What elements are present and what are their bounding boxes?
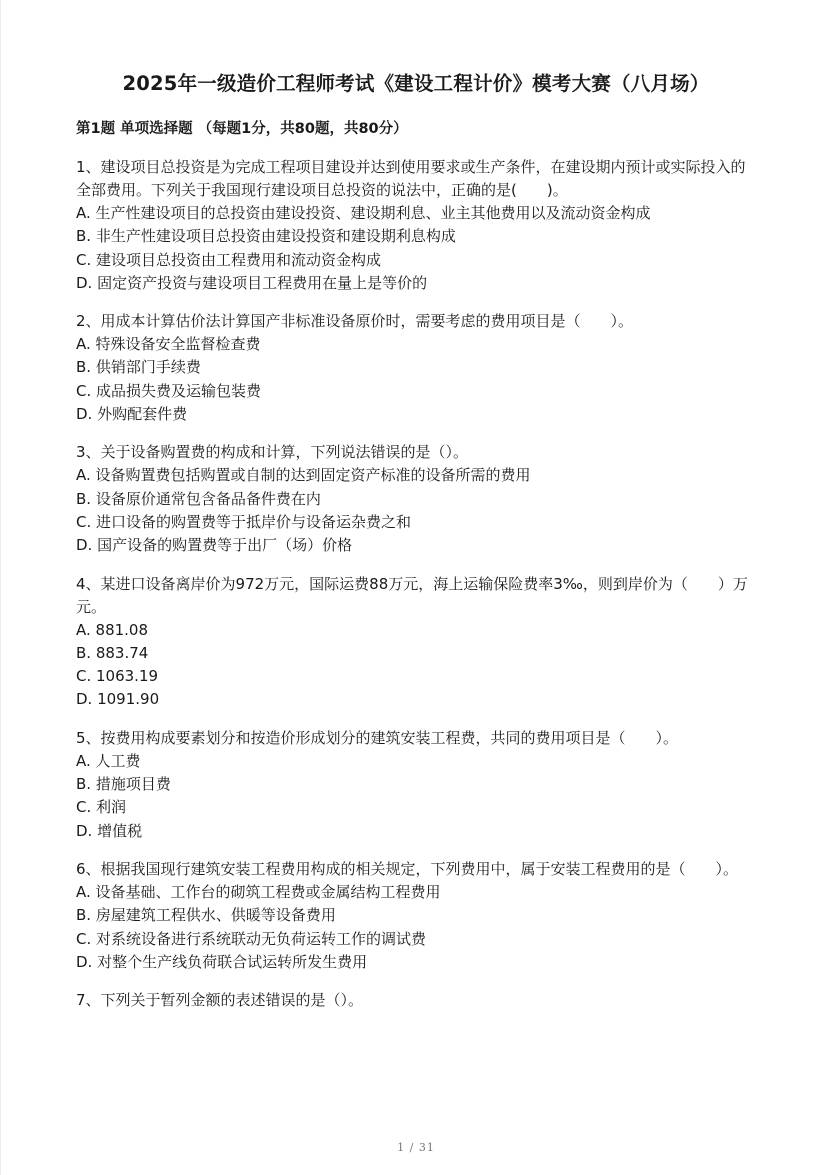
question-1 [76, 156, 756, 295]
page-indicator: 1 / 31 [397, 1141, 435, 1154]
option-a: A. 人工费 [76, 751, 141, 770]
option-d: D. 外购配套件费 [76, 405, 188, 424]
option-a: A. 设备购置费包括购置或自制的达到固定资产标准的设备所需的费用 [76, 466, 531, 485]
option-a: A. 特殊设备安全监督检查费 [76, 335, 261, 354]
option-b: B. 供销部门手续费 [76, 358, 201, 377]
option-a: A. 生产性建设项目的总投资由建设投资、建设期利息、业主其他费用以及流动资金构成 [76, 204, 651, 222]
option-a: A. 881.08 [76, 620, 149, 639]
question-stem: 4、某进口设备离岸价为972万元，国际运费88万元，海上运输保险费率3‰，则到岸价为（ ）万元。 [76, 574, 748, 616]
option-d: D. 1091.90 [76, 690, 160, 709]
question-stem: 2、用成本计算估价法计算国产非标准设备原价时，需要考虑的费用项目是（ ）。 [76, 312, 634, 331]
option-d: D. 增值税 [76, 821, 143, 840]
option-b: B. 房屋建筑工程供水、供暖等设备费用 [76, 906, 336, 925]
section-heading: 第1题 单项选择题 （每题1分，共80题，共80分） [76, 121, 408, 137]
option-d: D. 对整个生产线负荷联合试运转所发生费用 [76, 952, 368, 971]
question-2 [76, 310, 756, 426]
option-c: C. 进口设备的购置费等于抵岸价与设备运杂费之和 [76, 512, 412, 531]
option-b: B. 非生产性建设项目总投资由建设投资和建设期利息构成 [76, 227, 456, 246]
option-c: C. 成品损失费及运输包装费 [76, 381, 262, 400]
question-3 [76, 441, 756, 557]
question-6 [76, 858, 756, 974]
question-4 [76, 573, 756, 712]
question-7 [76, 989, 756, 1012]
question-5 [76, 727, 756, 843]
option-d: D. 固定资产投资与建设项目工程费用在量上是等价的 [76, 273, 428, 292]
question-stem: 5、按费用构成要素划分和按造价形成划分的建筑安装工程费，共同的费用项目是（ ）。 [76, 728, 679, 747]
option-c: C. 对系统设备进行系统联动无负荷运转工作的调试费 [76, 929, 427, 948]
option-b: B. 883.74 [76, 643, 149, 662]
option-a: A. 设备基础、工作台的砌筑工程费或金属结构工程费用 [76, 882, 441, 901]
option-b: B. 措施项目费 [76, 775, 171, 794]
document-title: 2025年一级造价工程师考试《建设工程计价》模考大赛（八月场） [122, 72, 710, 95]
question-stem: 6、根据我国现行建筑安装工程费用构成的相关规定，下列费用中，属于安装工程费用的是（ ）。 [76, 859, 739, 878]
question-stem: 1、建设项目总投资是为完成工程项目建设并达到使用要求或生产条件，在建设期内预计或实际投入的全部费用。下列关于我国现行建设项目总投资的说法中，正确的是( )。 [76, 158, 746, 199]
option-c: C. 利润 [76, 798, 127, 817]
question-list [76, 156, 756, 1027]
option-c: C. 建设项目总投资由工程费用和流动资金构成 [76, 250, 382, 269]
question-stem: 7、下列关于暂列金额的表述错误的是（）。 [76, 991, 364, 1010]
option-c: C. 1063.19 [76, 667, 159, 686]
option-d: D. 国产设备的购置费等于出厂（场）价格 [76, 536, 353, 555]
option-b: B. 设备原价通常包含备品备件费在内 [76, 489, 321, 508]
question-stem: 3、关于设备购置费的构成和计算，下列说法错误的是（）。 [76, 443, 469, 462]
